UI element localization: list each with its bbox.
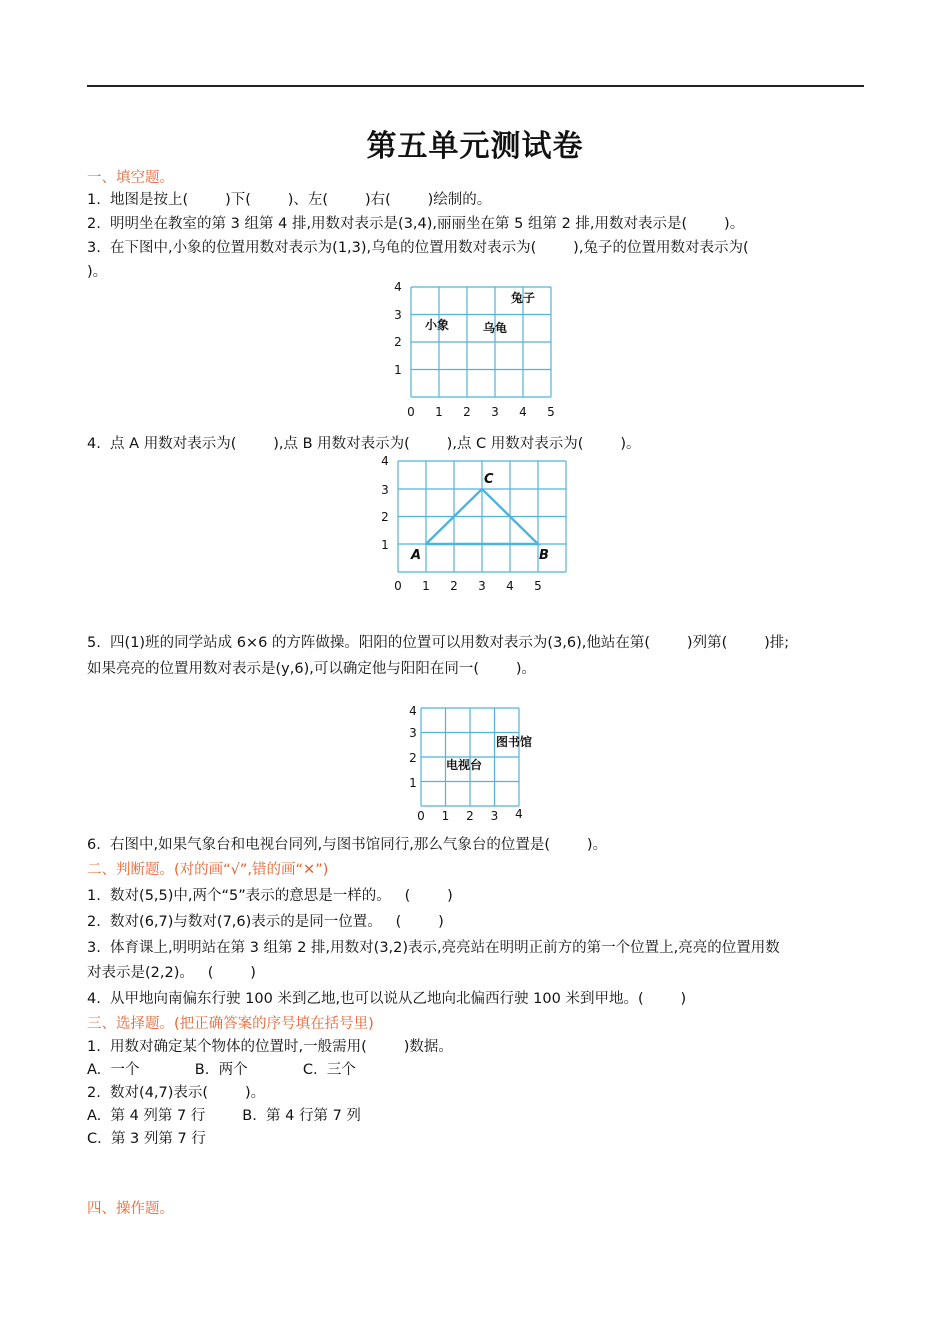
g1-label-turtle: 乌龟 — [483, 321, 508, 335]
fill-q4: 4. 点 A 用数对表示为( ),点 B 用数对表示为( ),点 C 用数对表示为( )。 — [87, 436, 641, 452]
g2-ylabel-3: 3 — [381, 483, 389, 497]
choice-q2-options-line1: A. 第 4 列第 7 行 B. 第 4 行第 7 列 — [87, 1108, 361, 1124]
page-title: 第五单元测试卷 — [366, 129, 584, 164]
judge-q3-line1: 3. 体育课上,明明站在第 3 组第 2 排,用数对(3,2)表示,亮亮站在明明正前方的第一个位置上,亮亮的位置用数 — [87, 940, 780, 956]
grid-triangle — [375, 451, 575, 601]
g2-xlabel-0: 0 — [394, 579, 402, 593]
section-fill-heading: 一、填空题。 — [87, 170, 174, 186]
grid-animals — [380, 278, 570, 423]
choice-q2-options-line2: C. 第 3 列第 7 行 — [87, 1131, 206, 1147]
g1-ylabel-4: 4 — [394, 280, 402, 294]
g1-ylabel-1: 1 — [394, 363, 402, 377]
fill-q6: 6. 右图中,如果气象台和电视台同列,与图书馆同行,那么气象台的位置是( )。 — [87, 837, 608, 853]
judge-q2: 2. 数对(6,7)与数对(7,6)表示的是同一位置。 ( ) — [87, 914, 444, 930]
fill-q5-line1: 5. 四(1)班的同学站成 6×6 的方阵做操。阳阳的位置可以用数对表示为(3,6),他站在第( )列第( )排; — [87, 635, 790, 651]
g3-ylabel-1: 1 — [409, 776, 417, 790]
g3-ylabel-2: 2 — [409, 751, 417, 765]
judge-q3-line2: 对表示是(2,2)。 ( ) — [87, 965, 256, 981]
g1-label-rabbit: 兔子 — [511, 291, 536, 305]
top-rule — [87, 85, 864, 87]
g3-xlabel-0: 0 — [417, 809, 425, 823]
g2-xlabel-2: 2 — [450, 579, 458, 593]
g1-xlabel-1: 1 — [435, 405, 443, 419]
section-operation-heading: 四、操作题。 — [87, 1201, 174, 1217]
g3-label-library: 图书馆 — [496, 735, 533, 749]
g3-label-tv-station: 电视台 — [446, 758, 483, 772]
g2-xlabel-4: 4 — [506, 579, 514, 593]
g3-ylabel-4: 4 — [409, 704, 417, 718]
g2-xlabel-3: 3 — [478, 579, 486, 593]
g2-xlabel-5: 5 — [534, 579, 542, 593]
fill-q3-line2: )。 — [87, 264, 108, 280]
g2-ylabel-4: 4 — [381, 454, 389, 468]
g1-xlabel-3: 3 — [491, 405, 499, 419]
fill-q2: 2. 明明坐在教室的第 3 组第 4 排,用数对表示是(3,4),丽丽坐在第 5 组第 2 排,用数对表示是( )。 — [87, 216, 745, 232]
point-b-label: B — [539, 548, 549, 563]
g2-ylabel-1: 1 — [381, 538, 389, 552]
g1-ylabel-3: 3 — [394, 308, 402, 322]
g1-xlabel-4: 4 — [519, 405, 527, 419]
g3-xlabel-2: 2 — [466, 809, 474, 823]
g1-xlabel-2: 2 — [463, 405, 471, 419]
choice-q1: 1. 用数对确定某个物体的位置时,一般需用( )数据。 — [87, 1039, 453, 1055]
fill-q3-line1: 3. 在下图中,小象的位置用数对表示为(1,3),乌龟的位置用数对表示为( ),兔子的位置用数对表示为( — [87, 240, 749, 256]
g1-xlabel-0: 0 — [407, 405, 415, 419]
g1-label-elephant: 小象 — [425, 318, 450, 332]
point-a-label: A — [411, 548, 422, 563]
g2-ylabel-2: 2 — [381, 510, 389, 524]
grid-buildings — [402, 702, 552, 827]
point-c-label: C — [484, 472, 494, 487]
g2-xlabel-1: 1 — [422, 579, 430, 593]
g3-xlabel-4: 4 — [515, 807, 523, 821]
judge-q4: 4. 从甲地向南偏东行驶 100 米到乙地,也可以说从乙地向北偏西行驶 100 米到甲地。( ) — [87, 991, 687, 1007]
section-choice-heading: 三、选择题。(把正确答案的序号填在括号里) — [87, 1016, 374, 1032]
g3-xlabel-1: 1 — [441, 809, 450, 823]
choice-q2: 2. 数对(4,7)表示( )。 — [87, 1085, 266, 1101]
fill-q1: 1. 地图是按上( )下( )、左( )右( )绘制的。 — [87, 192, 492, 208]
fill-q5-line2: 如果亮亮的位置用数对表示是(y,6),可以确定他与阳阳在同一( )。 — [87, 661, 537, 677]
g1-ylabel-2: 2 — [394, 335, 402, 349]
g3-xlabel-3: 3 — [490, 809, 499, 823]
section-judge-heading: 二、判断题。(对的画“√”,错的画“✕”) — [87, 862, 329, 878]
judge-q1: 1. 数对(5,5)中,两个“5”表示的意思是一样的。 ( ) — [87, 888, 453, 904]
choice-q1-options: A. 一个 B. 两个 C. 三个 — [87, 1062, 356, 1078]
g3-ylabel-3: 3 — [409, 726, 417, 740]
g1-xlabel-5: 5 — [547, 405, 555, 419]
